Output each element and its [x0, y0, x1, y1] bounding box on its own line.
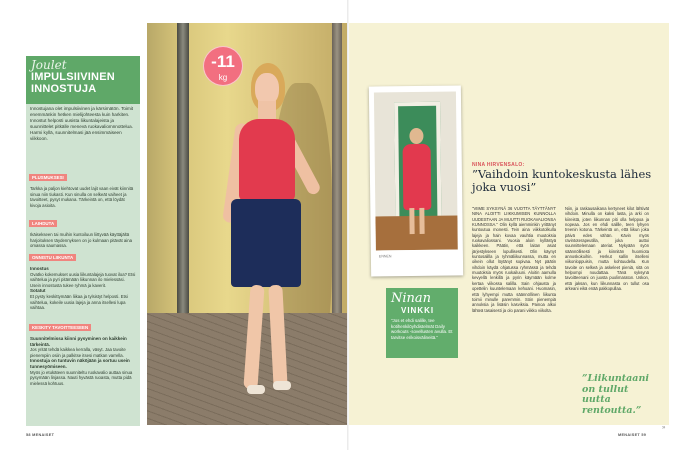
- type-heading: IMPULSIIVINEN INNOSTUJA: [31, 71, 115, 95]
- before-photo: [369, 85, 463, 276]
- section-tavoite: [26, 316, 140, 386]
- section-plusmuksesi: [26, 166, 140, 208]
- badge-number: -11: [211, 52, 235, 71]
- section-body: Ikäisekseen tai muihin kuntoiluun liittyvää käyttäjältä harjoituksen täydennyksen on jo kulmaan pitävät aina omassa saumassa.: [30, 232, 132, 249]
- weight-loss-badge: [203, 46, 243, 86]
- tip-script: Ninan: [391, 291, 432, 306]
- section-strong: Innostus: [30, 266, 49, 271]
- section-body: [26, 264, 140, 311]
- section-text: Et pysty keskittymään liikaa ja tylsistyt helposti. Etsi vaihtelua, kokeile uusia lajeja ja anna itsellesi lupa vaihtaa.: [30, 293, 128, 311]
- section-strong: Sotatut: [30, 288, 46, 294]
- article-byline: NINA HIRVENSALO:: [472, 162, 525, 168]
- wooden-floor: [375, 215, 457, 250]
- woman-shoe: [273, 381, 291, 390]
- section-text: Myös jo etukäteen suunniteltu ruokavalio auttaa sinua pysymään linjassa. Nauti hyvästä ruoasta, mutta pidä mielessä kohtuus.: [30, 369, 133, 386]
- type-title-box: [26, 56, 140, 104]
- woman-shoe: [247, 385, 265, 394]
- before-photo-image: [374, 92, 458, 251]
- badge-unit: kg: [218, 73, 228, 82]
- next-page-arrow-icon: »: [662, 425, 666, 431]
- section-laihduta: [26, 212, 140, 249]
- section-head: ONNISTU LIIKUNTA: [29, 254, 76, 261]
- navy-skirt: [231, 199, 301, 287]
- before-red-dress: [403, 144, 432, 210]
- section-body: [26, 334, 140, 386]
- type-script: Joulet: [31, 58, 67, 72]
- section-head: LAIHDUTA: [29, 220, 57, 227]
- section-head: PLUSMUKSESI: [29, 174, 67, 181]
- tip-label: VINKKI: [401, 306, 435, 315]
- article-column-2: Niin, ja raskausaikana kertyneet kilot lähtivät vihdoin. Minulla on kaksi lasta, ja arki on kiireistä, joten liikunnan piti olla helppoa ja nopeaa. Jos en ehdi salille, teen lyhyen treenin kotona. Tärkeintä on, että liikun joka päivä edes vähän. Kävin myös ravintoterapeutilla, joka auttoi suunnittelemaan ateriat. Nykyään syön säännöllisesti ja kiinnitän huomiota annoskokoihin. Herkut sallin itselleni viikonloppuisin, mutta kohtuudella. Kun tavoite on selkeä ja askeleet pieniä, sitä on helpompi noudattaa. Tänä syksynä tavoitteenani on juosta puolimaraton. Uskon, että jaksan, kun liikunnasta on tullut osa arkeani eikä enää pakkopullaa.: [565, 206, 649, 292]
- section-strong: Suunnitelmissa kiinni pysyminen on kaikkein tärkeintä.: [30, 336, 127, 347]
- before-leg: [419, 208, 424, 234]
- red-top: [239, 119, 295, 201]
- type-intro: Innostujana olet impulsiivinen ja kärsimätön. Toimit enemmänkin hetken mielijohteesta kuin harkiten. Innostut helposti uusista liikuntalajeista ja suunnittelet pitkälle menevä ruokavaliomnnottelua. Harmi kyllä, suunnitelmasi jää ensimmäiseen viikkoon.: [30, 106, 134, 141]
- article-column-1: "VIIME SYKSYNÄ 36 VUOTTA TÄYTTÄNYT NINA ALOITTI LIIKKUMISEN KUNNOLLA UUDESTAAN JA MUUTTI RUOKAVALIONSA KUNNOSSA." Olin kyllä aiemminkin yrittänyt kuntoutua monesti. Tein aina viikkotolkulla lajeja ja hain kovaa vauhtia muutoksia ruokavaliossani. Vuosia aloin kyllästyä kaikkeen. Päätin, että laitan asiat järjestykseen lopullisesti. Olin käynyt kuntosalilla ja ryhmäliikunnassa, mutta en oikein ollut löytänyt sopivaa. Nyt päätin vihdoin käydä ohjatussa ryhmässä ja tehdä muutoksia myös ruokailuuni. Aloitin aamulla kevyellä lenkillä ja pyrin käymään kolme kertaa viikossa salilla. Sain ohjausta ja opettelin kuuntelemaan kehoani. Huomasin, että lyhyempi mutta säännöllinen liikunta toimii minulle paremmin. Söin pienempiä annoksia ja lisäsin kasviksia. Painoa alkoi lähteä tasaisesti ja olo parani viikko viikolta.: [472, 206, 556, 313]
- footer-left: 58 MENAISET: [26, 433, 55, 437]
- main-photo: [147, 23, 347, 425]
- section-strong: Innostuja on tuntuvin näköjään ja sortuu usein tunnesyömiseen.: [30, 358, 130, 369]
- section-text: Ovatko kokemukset uusia liikuntalajeja tuovat iloa? Etsi vaihtelua ja pyri pitämään liikunnan ilo mielessäsi. Usein innostusta tukee ryhmä ja kaverit.: [30, 271, 136, 288]
- article-headline: ”Vaihdoin kuntokeskusta lähes joka vuosi”: [472, 167, 652, 194]
- section-text: Jos yrität tehdä kaikkea kerralla, väsyt. Jaa tavoite pienempiin osiin ja palkitse itsesi matkan varrella.: [30, 347, 126, 358]
- section-body: Tarkka ja paljon kiehtovat uudet lajit vaan eivät kiinnitä sinua niin tiukasti. Kun sinulla on selkeät vaiheet ja tavoitteet, pysyt mukana. Tärkeintä on, että löydät kivoja asioita.: [30, 186, 134, 208]
- before-leg: [409, 208, 414, 234]
- before-head: [409, 128, 423, 144]
- before-photo-caption: ENNEN: [378, 254, 392, 259]
- section-head: KESKITY TAVOITTEESEEN: [29, 324, 91, 331]
- tip-text: "Jos et ehdi salille, tee kotihenkilöyhdistelmät Daily workouts -sovellusten avulla. Et tarvitse erikoisvälineitä.": [391, 318, 453, 340]
- section-liikunta: [26, 246, 140, 311]
- tip-box: [386, 288, 458, 358]
- pull-quote: ”Liikuntaani on tullut uutta rentoutta.”: [582, 373, 649, 416]
- footer-right: MENAISET 59: [618, 433, 647, 437]
